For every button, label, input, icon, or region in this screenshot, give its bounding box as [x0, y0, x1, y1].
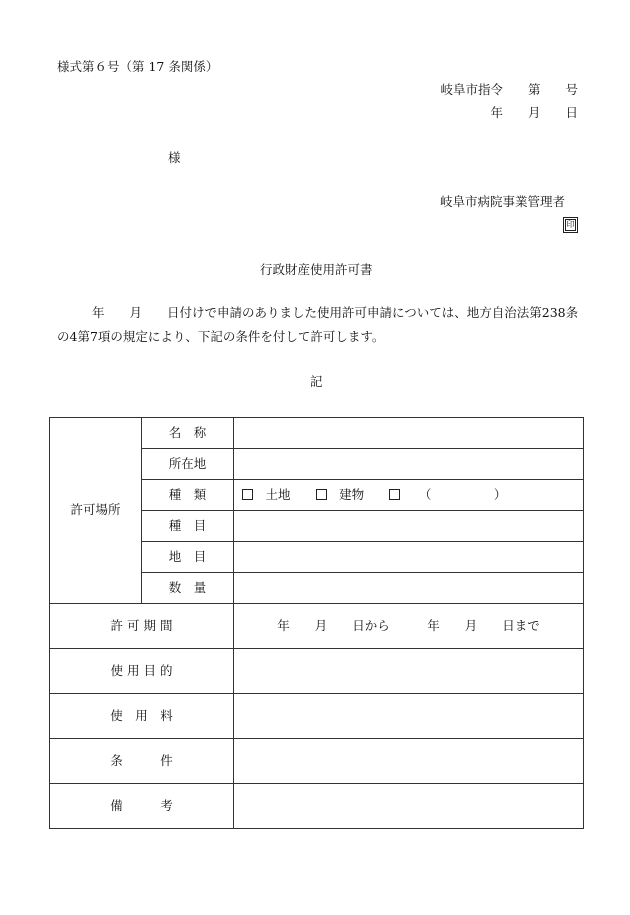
category-label: 種 目: [142, 511, 234, 542]
option-land-label: 土地: [265, 486, 291, 502]
quantity-value: [234, 573, 584, 604]
remarks-label: 備 考: [50, 784, 234, 829]
permit-table: [49, 417, 584, 829]
name-label: 名 称: [142, 418, 234, 449]
kind-options: [234, 480, 584, 511]
table-row: [50, 694, 584, 739]
form-number: 様式第６号（第 17 条関係）: [57, 59, 219, 74]
body-line-1: 年 月 日付けで申請のありました使用許可申請については、地方自治法第238条: [92, 305, 579, 320]
kind-label: 種 類: [142, 480, 234, 511]
quantity-label: 数 量: [142, 573, 234, 604]
fee-value: [234, 694, 584, 739]
table-row: [50, 739, 584, 784]
order-number: 岐阜市指令 第 号: [440, 82, 578, 97]
purpose-value: [234, 649, 584, 694]
land-category-value: [234, 542, 584, 573]
addressee-suffix: 様: [168, 150, 181, 165]
document-title: 行政財産使用許可書: [260, 262, 373, 277]
option-building-label: 建物: [339, 486, 365, 502]
checkbox-building[interactable]: [316, 489, 327, 500]
ki-heading: 記: [310, 374, 323, 389]
body-line-2: の4第7項の規定により、下記の条件を付して許可します。: [57, 329, 385, 344]
issuer-name: 岐阜市病院事業管理者: [439, 194, 565, 209]
conditions-value: [234, 739, 584, 784]
period-label: 許 可 期 間: [50, 604, 234, 649]
checkbox-land[interactable]: [242, 489, 253, 500]
period-value: 年 月 日から 年 月 日まで: [234, 604, 584, 649]
conditions-label: 条 件: [50, 739, 234, 784]
issue-date: 年 月 日: [490, 105, 578, 120]
table-row: [50, 418, 584, 449]
purpose-label: 使 用 目 的: [50, 649, 234, 694]
address-value: [234, 449, 584, 480]
table-row: [50, 784, 584, 829]
seal-mark: 印: [566, 220, 575, 229]
checkbox-other[interactable]: [389, 489, 400, 500]
address-label: 所在地: [142, 449, 234, 480]
category-value: [234, 511, 584, 542]
remarks-value: [234, 784, 584, 829]
seal-box: [563, 217, 578, 233]
table-row: [50, 604, 584, 649]
name-value: [234, 418, 584, 449]
option-other-label: （ ）: [425, 486, 507, 502]
fee-label: 使 用 料: [50, 694, 234, 739]
land-category-label: 地 目: [142, 542, 234, 573]
table-row: [50, 649, 584, 694]
location-group-label: 許可場所: [50, 418, 142, 604]
